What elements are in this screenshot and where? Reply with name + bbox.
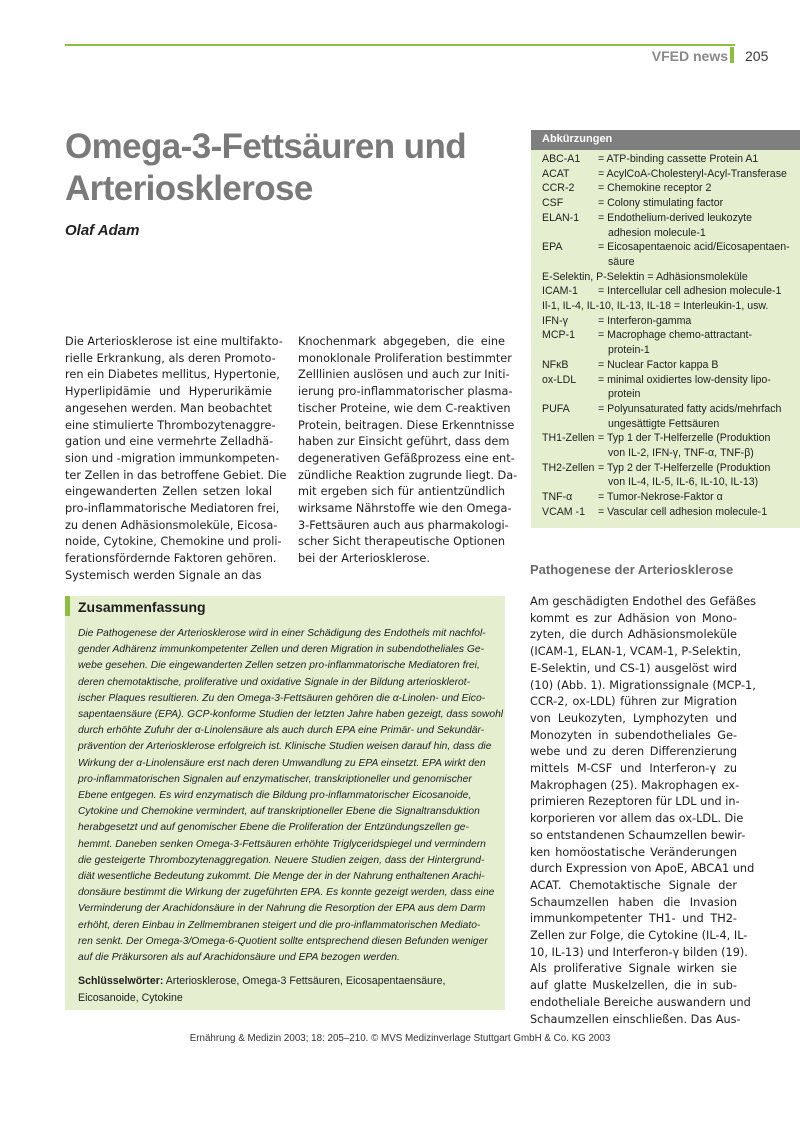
text-line: korporieren vor allem das ox-LDL. Die bbox=[530, 812, 744, 826]
abbreviation-value-line: = Eicosapentaenoic acid/Eicosapentaen- bbox=[598, 241, 790, 254]
text-line: mittels M-CSF und Interferon-γ zu bbox=[530, 762, 737, 776]
text-line: zündliche Reaktion zugrunde liegt. Da- bbox=[298, 468, 518, 482]
text-line: Makrophagen (25). Makrophagen ex- bbox=[530, 778, 740, 792]
text-line: ierung pro-inflammatorischer plasma- bbox=[298, 385, 513, 399]
summary-line: ischer Plaques resultieren. Zu den Omega-3-Fettsäuren gehören die α-Linolen- und Eico- bbox=[78, 692, 486, 704]
summary-line: diät wesentliche Bedeutung zukommt. Die Menge der in der Nahrung enthaltenen Arachi- bbox=[78, 871, 485, 883]
text-line: Protein, beitragen. Diese Erkenntnisse bbox=[298, 418, 515, 432]
abbreviation-row bbox=[542, 328, 798, 357]
summary-line: webe gesehen. Die eingewanderten Zellen setzen pro-inflammatorische Mediatoren frei, bbox=[78, 660, 480, 672]
intro-column-2 bbox=[298, 334, 518, 568]
text-line: ter Zellen in das betroffene Gebiet. Die bbox=[65, 468, 287, 482]
text-line: Hyperlipidämie und Hyperurikämie bbox=[65, 385, 272, 399]
abbreviation-value-line: = Polyunsaturated fatty acids/mehrfach bbox=[598, 402, 782, 415]
abbreviation-value bbox=[598, 211, 798, 240]
abbreviation-value-line: = Interferon-gamma bbox=[598, 314, 692, 327]
text-line: Monozyten in subendotheliales Ge- bbox=[530, 728, 737, 742]
abbreviation-key: ACAT bbox=[542, 167, 570, 180]
text-line: eine stimulierte Thrombozytenaggre- bbox=[65, 418, 276, 432]
summary-line: Die Pathogenese der Arteriosklerose wird in einer Schädigung des Endothels mit nachfol- bbox=[78, 628, 486, 639]
text-line: Zellen zur Folge, die Cytokine (IL-4, IL- bbox=[530, 929, 748, 943]
text-line: rielle Erkrankung, als deren Promoto- bbox=[65, 351, 276, 365]
summary-line: erhöht, deren Einbau in Zellmembranen steigert und die pro-inflammatorischen Mediato- bbox=[78, 919, 481, 931]
text-line: bei der Arteriosklerose. bbox=[298, 552, 430, 566]
abbreviation-value-line: = Typ 2 der T-Helferzelle (Produktion bbox=[598, 461, 771, 474]
summary-line: durch erhöhte Zufuhr der α-Linolensäure als auch durch EPA eine Primär- und Sekundär- bbox=[78, 725, 485, 737]
text-line: 3-Fettsäuren auch aus pharmakologi- bbox=[298, 518, 509, 532]
text-line: Systemisch werden Signale an das bbox=[65, 568, 262, 582]
abbreviation-value-line: protein-1 bbox=[608, 344, 650, 357]
abbreviation-key: TNF-α bbox=[542, 491, 573, 504]
abbreviation-row bbox=[542, 196, 798, 211]
abbreviation-key: CCR-2 bbox=[542, 182, 575, 195]
abbreviation-value bbox=[598, 328, 798, 357]
abbreviation-value bbox=[598, 402, 798, 431]
summary-accent-bar bbox=[65, 596, 70, 616]
abbreviation-key: ABC-A1 bbox=[542, 153, 581, 165]
abbreviation-key: CSF bbox=[542, 197, 564, 210]
abbreviation-key: ox-LDL bbox=[542, 373, 577, 386]
summary-title: Zusammenfassung bbox=[78, 599, 206, 615]
abbreviation-value-line: = Vascular cell adhesion molecule-1 bbox=[598, 505, 768, 518]
abbreviation-value bbox=[598, 284, 798, 299]
text-line: (ICAM-1, ELAN-1, VCAM-1, P-Selektin, bbox=[530, 645, 742, 659]
abbreviation-key: MCP-1 bbox=[542, 329, 575, 342]
abbreviation-row bbox=[542, 181, 798, 196]
abbreviation-value-line: von IL-4, IL-5, IL-6, IL-10, IL-13) bbox=[608, 476, 759, 489]
text-line: zyten, die durch Adhäsionsmoleküle bbox=[530, 628, 737, 642]
text-line: Als proliferative Signale wirken sie bbox=[530, 962, 737, 976]
abbreviation-row bbox=[542, 431, 798, 460]
abbreviation-row bbox=[542, 167, 798, 182]
keywords-line bbox=[78, 973, 491, 990]
abbreviation-value-line: protein bbox=[608, 388, 641, 401]
abbreviation-value bbox=[598, 490, 798, 505]
text-line: haben zur Einsicht geführt, dass dem bbox=[298, 435, 510, 449]
abbreviation-value-line: = Endothelium-derived leukozyte bbox=[598, 211, 752, 224]
text-line: endotheliale Bereiche auswandern und bbox=[530, 995, 751, 1009]
title-line: Omega-3-Fettsäuren und bbox=[65, 127, 467, 166]
text-line: eingewanderten Zellen setzen lokal bbox=[65, 485, 272, 499]
abbreviation-value-line: = Macrophage chemo-attractant- bbox=[598, 329, 752, 342]
abbreviation-row: E-Selektin, P-Selektin = Adhäsionsmoleküle bbox=[542, 270, 748, 283]
abbreviation-value bbox=[598, 152, 798, 167]
abbreviation-row bbox=[542, 505, 798, 520]
text-line: angesehen werden. Man beobachtet bbox=[65, 401, 272, 415]
text-line: Zelllinien auslösen und auch zur Initi- bbox=[298, 368, 510, 382]
text-line: tischer Proteine, wie dem C-reaktiven bbox=[298, 401, 511, 415]
text-line: CCR-2, ox-LDL) führen zur Migration bbox=[530, 695, 737, 709]
abbreviation-row bbox=[542, 152, 798, 167]
text-line: 10, IL-13) und Interferon-γ bilden (19). bbox=[530, 945, 748, 959]
abbreviation-value-line: = Colony stimulating factor bbox=[598, 197, 724, 210]
article-title bbox=[65, 126, 505, 210]
summary-line: prävention der Arteriosklerose erfolgreich ist. Klinische Studien weisen darauf hin, dass die bbox=[78, 741, 492, 753]
text-line: zu denen Adhäsionsmoleküle, Eicosa- bbox=[65, 518, 278, 532]
summary-line: Verminderung der Arachidonsäure in der Nahrung die Resorption der EPA aus dem Darm bbox=[78, 903, 486, 915]
summary-line: die gesteigerte Thrombozytenaggregation. Neuere Studien zeigen, dass der Hintergrund- bbox=[78, 854, 485, 866]
text-line: sion und -migration immunkompeten- bbox=[65, 451, 280, 465]
text-line: (10) (Abb. 1). Migrationssignale (MCP-1, bbox=[530, 678, 756, 692]
summary-line: deren chemotaktische, proliferative und oxidative Signale in der Bildung arteriosklerot- bbox=[78, 676, 471, 688]
abbreviation-value bbox=[598, 181, 798, 196]
abbreviation-value-line: = Chemokine receptor 2 bbox=[598, 182, 712, 195]
abbreviation-value-line: = Tumor-Nekrose-Faktor α bbox=[598, 491, 723, 504]
abbreviation-value-line: = AcylCoA-Cholesteryl-Acyl-Transferase bbox=[598, 167, 787, 180]
summary-line: auf die Präkursoren als auf Arachidonsäure und EPA bezogen werden. bbox=[78, 952, 400, 964]
summary-line: sapentaensäure (EPA). GCP-konforme Studien der letzten Jahre haben gezeigt, dass sowohl bbox=[78, 709, 504, 721]
abbreviation-value-line: = Intercellular cell adhesion molecule-1 bbox=[598, 285, 782, 298]
abbreviation-key: TH2-Zellen bbox=[542, 461, 595, 474]
text-line: E-Selektin, und CS-1) ausgelöst wird bbox=[530, 661, 737, 675]
text-line: Knochenmark abgegeben, die eine bbox=[298, 335, 505, 348]
abbreviation-row: Il-1, IL-4, IL-10, IL-13, IL-18 = Interleukin-1, usw. bbox=[542, 300, 769, 313]
summary-line: Ebene entgegen. Es wird enzymatisch die Bildung pro-inflammatorischer Eicosanoide, bbox=[78, 790, 472, 802]
abbreviation-row bbox=[542, 358, 798, 373]
text-line: kommt es zur Adhäsion von Mono- bbox=[530, 611, 737, 625]
intro-column-1 bbox=[65, 334, 287, 585]
page-number: 205 bbox=[745, 48, 769, 64]
abbreviation-value bbox=[598, 358, 798, 373]
abbreviation-key: TH1-Zellen bbox=[542, 432, 595, 445]
text-line: primieren Rezeptoren für LDL und in- bbox=[530, 795, 740, 809]
abbreviation-value-line: = Nuclear Factor kappa B bbox=[598, 358, 719, 371]
keywords bbox=[78, 973, 491, 1006]
abbreviation-row bbox=[542, 461, 798, 490]
text-line: Schaumzellen haben die Invasion bbox=[530, 895, 737, 909]
abbreviations-title: Abkürzungen bbox=[542, 133, 613, 145]
abbreviation-row bbox=[542, 490, 798, 505]
summary-text bbox=[78, 626, 504, 966]
summary-line: herabgesetzt und auf genomischer Ebene die Proliferation der Entzündungszellen ge- bbox=[78, 822, 469, 834]
text-line: Schaumzellen einschließen. Das Aus- bbox=[530, 1012, 741, 1026]
summary-line: pro-inflammatorischen Signalen auf enzymatischer, transkriptioneller und genomischer bbox=[78, 773, 472, 785]
text-line: von Leukozyten, Lymphozyten und bbox=[530, 711, 737, 725]
abbreviation-key: VCAM -1 bbox=[542, 505, 585, 518]
header-accent-bar bbox=[730, 47, 734, 63]
abbreviation-value bbox=[598, 431, 798, 460]
summary-line: gender Adhärenz immunkompetenter Zellen und deren Migration in subendotheliales Ge- bbox=[78, 644, 485, 656]
abbreviation-key: ICAM-1 bbox=[542, 285, 578, 298]
abbreviation-value bbox=[598, 196, 798, 211]
text-line: immunkompetenter TH1- und TH2- bbox=[530, 912, 737, 926]
text-line: ren ein Diabetes mellitus, Hypertonie, bbox=[65, 368, 280, 382]
abbreviation-row bbox=[542, 402, 798, 431]
abbreviation-row bbox=[542, 373, 798, 402]
author: Olaf Adam bbox=[65, 222, 140, 239]
keywords-line: Eicosanoide, Cytokine bbox=[78, 991, 183, 1004]
abbreviation-row bbox=[542, 314, 798, 329]
text-line: durch Expression von ApoE, ABCA1 und bbox=[530, 862, 755, 876]
abbreviation-row bbox=[542, 240, 798, 269]
text-line: pro-inflammatorische Mediatoren frei, bbox=[65, 502, 280, 516]
summary-line: hemmt. Daneben senken Omega-3-Fettsäuren erhöhte Triglyceridspiegel und vermindern bbox=[78, 838, 486, 850]
text-line: gation und eine vermehrte Zelladhä- bbox=[65, 435, 274, 449]
abbreviation-value bbox=[598, 373, 798, 402]
text-line: ken homöostatische Veränderungen bbox=[530, 845, 737, 859]
keywords-label: Schlüsselwörter: bbox=[78, 975, 164, 987]
text-line: mit ergeben sich für antientzündlich bbox=[298, 485, 505, 499]
title-line: Arteriosklerose bbox=[65, 169, 313, 208]
text-line: noide, Cytokine, Chemokine und proli- bbox=[65, 535, 282, 549]
text-line: Die Arteriosklerose ist eine multifakto- bbox=[65, 335, 283, 348]
abbreviation-value bbox=[598, 167, 798, 182]
summary-line: Cytokine und Chemokine vermindert, auf transkriptioneller Ebene die Signaltransduktion bbox=[78, 806, 480, 818]
abbreviation-value-line: = minimal oxidiertes low-density lipo- bbox=[598, 373, 771, 386]
text-line: ferationsfördernde Faktoren gehören. bbox=[65, 552, 277, 566]
text-line: degenerativen Gefäßprozess eine ent- bbox=[298, 451, 515, 465]
text-line: so entstandenen Schaumzellen bewir- bbox=[530, 828, 746, 842]
abbreviation-value bbox=[598, 240, 798, 269]
summary-line: ren senkt. Der Omega-3/Omega-6-Quotient sollte entsprechend diesen Befunden weniger bbox=[78, 935, 488, 947]
abbreviation-value-line: adhesion molecule-1 bbox=[608, 226, 706, 239]
text-line: auf glatte Muskelzellen, die in sub- bbox=[530, 979, 737, 993]
abbreviation-value bbox=[598, 505, 798, 520]
text-line: ACAT. Chemotaktische Signale der bbox=[530, 878, 737, 892]
citation-footer: Ernährung & Medizin 2003; 18: 205–210. © MVS Medizinverlage Stuttgart GmbH & Co. KG 2003 bbox=[189, 1033, 611, 1044]
abbreviation-value bbox=[598, 314, 798, 329]
abbreviations-list bbox=[542, 152, 798, 520]
body-column-right bbox=[530, 594, 757, 1028]
abbreviation-key: PUFA bbox=[542, 402, 570, 415]
section-heading: Pathogenese der Arteriosklerose bbox=[530, 562, 734, 577]
abbreviation-value-line: ungesättigte Fettsäuren bbox=[608, 417, 720, 430]
abbreviation-key: IFN-γ bbox=[542, 314, 568, 327]
text-line: webe und zu deren Differenzierung bbox=[530, 745, 737, 759]
text-line: Am geschädigten Endothel des Gefäßes bbox=[530, 595, 757, 608]
abbreviation-value-line: säure bbox=[608, 255, 635, 268]
text-line: monoklonale Proliferation bestimmter bbox=[298, 351, 512, 365]
text-line: wirksame Nährstoffe wie den Omega- bbox=[298, 502, 512, 516]
summary-line: donsäure bestimmt die Wirkung der zugeführten EPA. Es konnte gezeigt werden, dass eine bbox=[78, 887, 495, 899]
abbreviation-value-line: von IL-2, IFN-γ, TNF-α, TNF-β) bbox=[608, 447, 754, 460]
abbreviation-key: NFκB bbox=[542, 358, 569, 371]
keywords-values: Arteriosklerose, Omega-3 Fettsäuren, Eicosapentaensäure, bbox=[165, 975, 446, 987]
summary-line: Wirkung der α-Linolensäure erst nach deren Umwandlung zu EPA einsetzt. EPA wirkt den bbox=[78, 757, 486, 769]
text-line: scher Sicht therapeutische Optionen bbox=[298, 535, 505, 549]
header-rule bbox=[65, 44, 735, 46]
abbreviation-key: EPA bbox=[542, 241, 563, 254]
abbreviation-value-line: = Typ 1 der T-Helferzelle (Produktion bbox=[598, 432, 771, 445]
journal-name: VFED news bbox=[651, 48, 728, 64]
abbreviation-value-line: = ATP-binding cassette Protein A1 bbox=[598, 153, 759, 165]
abbreviation-row bbox=[542, 211, 798, 240]
abbreviation-row bbox=[542, 284, 798, 299]
abbreviation-value bbox=[598, 461, 798, 490]
abbreviation-key: ELAN-1 bbox=[542, 211, 580, 224]
